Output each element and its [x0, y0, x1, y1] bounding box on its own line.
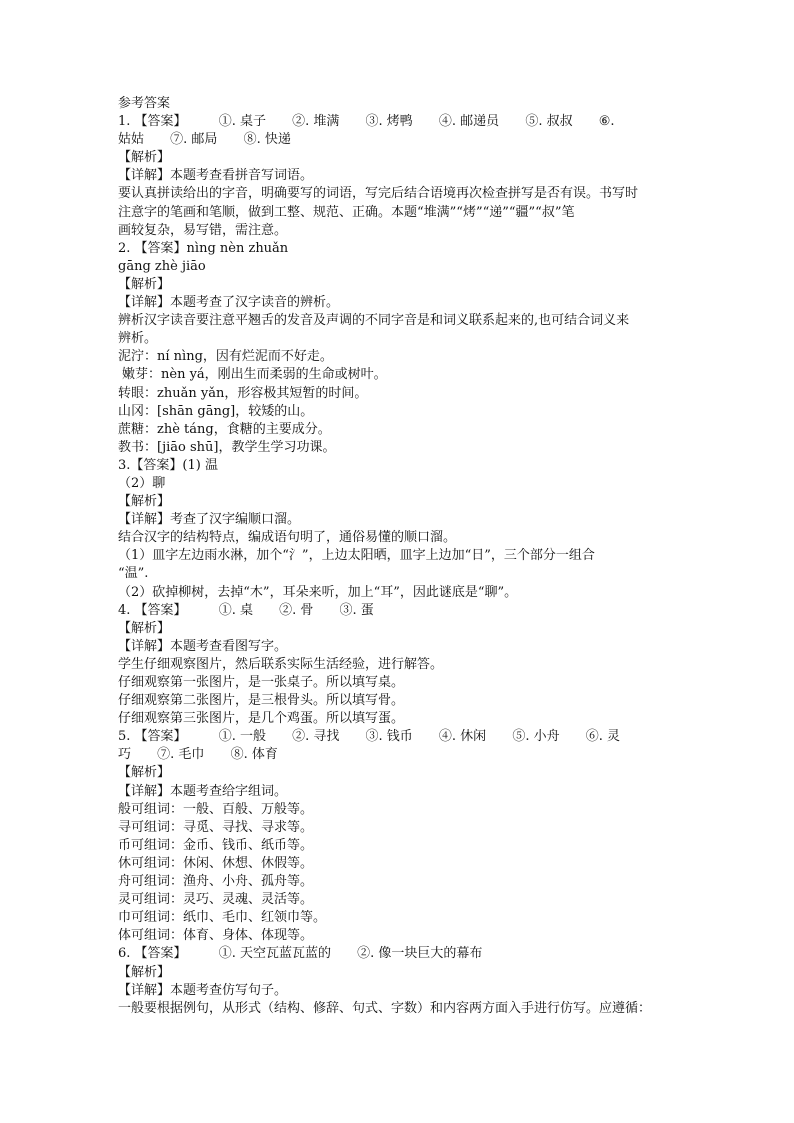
q6-answer-head: 6. 【答案】 — [118, 946, 187, 962]
q2-detail-text: 辨析汉字读音要注意平翘舌的发音及声调的不同字音是和词义联系起来的,也可结合词义来 — [118, 313, 630, 329]
q3-detail-text: “温”. — [118, 566, 149, 582]
q6-answer-line — [118, 945, 680, 963]
q6-answer-item: ②. 像一块巨大的幕布 — [357, 946, 483, 962]
q4-answer-head: 4. 【答案】 — [118, 602, 187, 618]
q3-answer-line: 3.【答案】(1) 温 — [118, 457, 218, 473]
q3-detail-text: （2）砍掉柳树，去掉“木”，耳朵来听，加上“耳”，因此谜底是“聊”。 — [118, 584, 518, 600]
q1-answer-line-2 — [118, 131, 680, 149]
q6-detail-text: 一般要根据例句，从形式（结构、修辞、句式、字数）和内容两方面入手进行仿写。应遵循： — [118, 1000, 652, 1016]
q2-reading-item: 蔗糖：zhè táng，食糖的主要成分。 — [118, 421, 331, 437]
q4-detail-text: 仔细观察第二张图片，是三根骨头。所以填写骨。 — [118, 693, 405, 709]
q5-answer-item: ②. 寻找 — [292, 729, 340, 745]
q3-detail-text: （1）皿字左边雨水淋，加个“氵”，上边太阳晒，皿字上边加“日”，三个部分一组合 — [118, 548, 595, 564]
q5-word-item: 休可组词：休闲、休想、休假等。 — [118, 855, 314, 871]
q1-detail-text: 注意字的笔画和笔顺，做到工整、规范、正确。本题“堆满”“烤”“递”“疆”“叔”笔 — [118, 204, 575, 220]
q3-answer-line-2: （2）聊 — [118, 475, 166, 491]
q4-answer-item: ②. 骨 — [279, 602, 314, 618]
q2-reading-item: 泥泞：ní nìng，因有烂泥而不好走。 — [118, 349, 333, 365]
q2-detail-label: 【详解】本题考查了汉字读音的辨析。 — [118, 295, 340, 311]
q2-reading-item: 嫩芽：nèn yá，刚出生而柔弱的生命或树叶。 — [122, 367, 387, 383]
q1-answer-head: 1. 【答案】 — [118, 114, 187, 130]
q5-answer-head: 5. 【答案】 — [118, 729, 187, 745]
q3-detail-label: 【详解】考查了汉字编顺口溜。 — [118, 512, 301, 528]
q1-answer-item: ②. 堆满 — [292, 114, 340, 130]
q1-answer-item: ④. 邮递员 — [438, 114, 500, 130]
q2-detail-text: 辨析。 — [118, 331, 158, 347]
q5-word-item: 舟可组词：渔舟、小舟、孤舟等。 — [118, 874, 314, 890]
q5-answer-item: ⑤. 小舟 — [512, 729, 560, 745]
q5-answer-item: 巧 — [118, 747, 132, 763]
q5-word-item: 体可组词：体育、身体、体现等。 — [118, 928, 314, 944]
q1-answer-item: ③. 烤鸭 — [365, 114, 413, 130]
q6-answer-item: ①. 天空瓦蓝瓦蓝的 — [218, 946, 331, 962]
q5-word-item: 币可组词：金币、钱币、纸币等。 — [118, 837, 314, 853]
q5-answer-item: ⑦. 毛巾 — [157, 747, 205, 763]
q5-answer-line-2 — [118, 746, 680, 764]
q4-detail-text: 仔细观察第三张图片，是几个鸡蛋。所以填写蛋。 — [118, 711, 405, 727]
q1-answer-line — [118, 113, 680, 131]
q1-answer-item: ①. 桌子 — [218, 114, 266, 130]
q4-detail-text: 仔细观察第一张图片，是一张桌子。所以填写桌。 — [118, 675, 405, 690]
q1-answer-item: 姑姑 — [118, 132, 145, 148]
q2-analysis-label: 【解析】 — [118, 276, 171, 292]
q5-analysis-label: 【解析】 — [118, 765, 171, 781]
q2-reading-item: 山冈：[shān gāng]，较矮的山。 — [118, 403, 314, 419]
q5-word-item: 巾可组词：纸巾、毛巾、红领巾等。 — [118, 910, 327, 926]
q1-detail-text: 画较复杂，易写错，需注意。 — [118, 222, 288, 238]
q4-answer-line — [118, 602, 680, 620]
q1-analysis-label: 【解析】 — [118, 150, 171, 166]
q4-detail-label: 【详解】本题考查看图写字。 — [118, 638, 288, 654]
q5-answer-item: ④. 休闲 — [438, 729, 487, 745]
q1-answer-item: ⑥. — [598, 114, 615, 130]
q5-word-item: 般可组词：一般、百般、万般等。 — [118, 801, 314, 817]
q5-answer-item: ①. 一般 — [218, 729, 266, 745]
q5-answer-item: ③. 钱币 — [365, 729, 413, 745]
answer-document — [118, 95, 680, 1018]
q1-answer-item: ⑦. 邮局 — [170, 132, 218, 148]
q5-detail-label: 【详解】本题考查给字组词。 — [118, 783, 288, 799]
document-title: 参考答案 — [118, 96, 171, 111]
q3-detail-text: 结合汉字的结构特点，编成语句明了，通俗易懂的顺口溜。 — [118, 530, 457, 546]
q5-answer-line — [118, 728, 680, 746]
q6-analysis-label: 【解析】 — [118, 964, 171, 980]
q2-reading-item: 转眼：zhuǎn yǎn，形容极其短暂的时间。 — [118, 385, 368, 401]
q3-analysis-label: 【解析】 — [118, 494, 171, 510]
q1-detail-text: 要认真拼读给出的字音，明确要写的词语，写完后结合语境再次检查拼写是否有误。书写时 — [118, 186, 639, 202]
q5-word-item: 寻可组词：寻觅、寻找、寻求等。 — [118, 819, 314, 835]
q5-word-item: 灵可组词：灵巧、灵魂、灵活等。 — [118, 892, 314, 908]
q6-detail-label: 【详解】本题考查仿写句子。 — [118, 982, 288, 998]
q5-answer-item: ⑥. 灵 — [585, 729, 620, 745]
q2-answer-line-2: gāng zhè jiāo — [118, 258, 206, 274]
q2-answer-line: 2. 【答案】nìng nèn zhuǎn — [118, 240, 289, 256]
q1-detail-label: 【详解】本题考查看拼音写词语。 — [118, 168, 314, 184]
q4-answer-item: ③. 蛋 — [339, 602, 374, 618]
q5-answer-item: ⑧. 体育 — [230, 747, 278, 763]
q4-detail-text: 学生仔细观察图片，然后联系实际生活经验，进行解答。 — [118, 656, 444, 672]
q2-reading-item: 教书：[jiāo shū]，教学生学习功课。 — [118, 439, 336, 455]
q1-answer-item: ⑧. 快递 — [243, 132, 291, 148]
q1-answer-item: ⑤. 叔叔 — [525, 114, 573, 130]
q4-answer-item: ①. 桌 — [218, 602, 253, 618]
q4-analysis-label: 【解析】 — [118, 620, 171, 636]
